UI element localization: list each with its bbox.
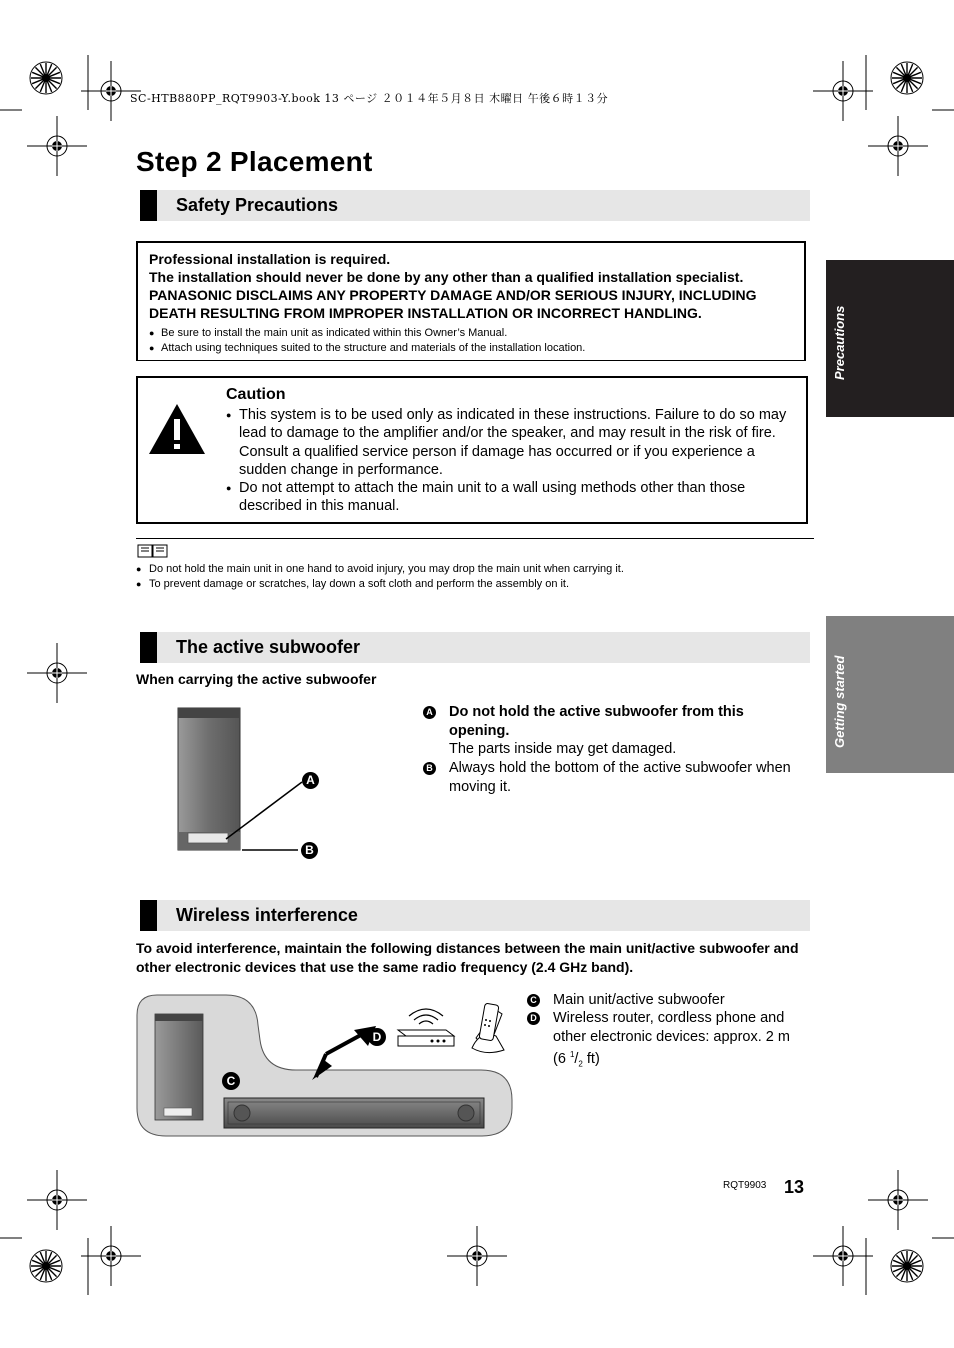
tab-precautions[interactable] xyxy=(826,260,954,417)
section-title-wireless: Wireless interference xyxy=(176,905,358,925)
callout-d-badge: D xyxy=(368,1028,386,1046)
label-a-badge: A xyxy=(423,706,436,719)
legend-d-distance: (6 xyxy=(553,1050,566,1067)
tab-getting-started[interactable] xyxy=(826,616,954,773)
page-number: 13 xyxy=(784,1177,805,1197)
fraction-denominator: 2 xyxy=(578,1059,583,1069)
document-code: RQT9903 xyxy=(723,1180,767,1191)
warning-line: The installation should never be done by any other than a qualified installation specialist. xyxy=(149,269,744,285)
section-header-safety xyxy=(140,190,810,221)
warning-line: PANASONIC DISCLAIMS ANY PROPERTY DAMAGE AND/OR SERIOUS INJURY, INCLUDING xyxy=(149,287,757,303)
installation-warning-box xyxy=(136,241,806,361)
notes-list xyxy=(136,562,624,591)
legend-d-text: Wireless router, cordless phone and other electronic devices: approx. 2 m xyxy=(553,1010,790,1045)
note-item: ● To prevent damage or scratches, lay down a soft cloth and perform the assembly on it. xyxy=(136,577,624,592)
tab-precautions-label: Precautions xyxy=(832,305,847,380)
warning-bullet: ● Attach using techniques suited to the structure and materials of the installation location. xyxy=(149,341,799,356)
callout-b-badge: B xyxy=(301,842,318,859)
page-title: Step 2 Placement xyxy=(136,146,373,177)
legend-c-badge: C xyxy=(527,994,540,1007)
wireless-legend: C Main unit/active subwoofer D Wireless router, cordless phone and other electronic devices: approx. 2 m (6 $^1/_2$ ft) xyxy=(527,991,817,1071)
instruction-b-text: Always hold the bottom of the active subwoofer when moving it. xyxy=(449,760,791,795)
section-title-safety: Safety Precautions xyxy=(176,195,339,215)
warning-bullets xyxy=(149,326,799,356)
warning-bullet: ● Be sure to install the main unit as indicated within this Owner’s Manual. xyxy=(149,326,799,341)
wireless-intro: To avoid interference, maintain the following distances between the main unit/active subwoofer and other electronic devices that use the same radio frequency (2.4 GHz band). xyxy=(136,940,799,975)
caution-item: ● This system is to be used only as indicated in these instructions. Failure to do so may lead to damage to the amplifier and/or the speaker, and may result in the risk of fire. Consult a qualified service person if damage has occurred or if you experience a sudden change in performance. xyxy=(226,406,796,479)
section-title-subwoofer: The active subwoofer xyxy=(176,637,361,657)
label-b-badge: B xyxy=(423,762,436,775)
wireless-distance-illustration xyxy=(136,990,516,1140)
instruction-a-bold: Do not hold the active subwoofer from this opening. xyxy=(449,704,744,739)
section-marker xyxy=(140,190,157,221)
note-divider xyxy=(136,538,814,539)
section-header-wireless xyxy=(140,900,810,931)
note-item: ● Do not hold the main unit in one hand to avoid injury, you may drop the main unit when carrying it. xyxy=(136,562,624,577)
book-note-icon xyxy=(137,544,169,558)
section-header-subwoofer xyxy=(140,632,810,663)
print-header: SC-HTB880PP_RQT9903-Y.book 13 ページ ２０１４年５月８日 木曜日 午後６時１３分 xyxy=(130,92,609,105)
instruction-a-text: The parts inside may get damaged. xyxy=(449,741,677,757)
caution-item: ● Do not attempt to attach the main unit to a wall using methods other than those described in this manual. xyxy=(226,479,796,516)
subwoofer-instructions xyxy=(423,703,813,813)
legend-d-unit: ft) xyxy=(586,1050,600,1067)
warning-triangle-icon xyxy=(147,402,207,456)
section-marker xyxy=(140,900,157,931)
section-marker xyxy=(140,632,157,663)
warning-line: DEATH RESULTING FROM IMPROPER INSTALLATION OR INCORRECT HANDLING. xyxy=(149,305,702,321)
subwoofer-subheading: When carrying the active subwoofer xyxy=(136,671,377,687)
caution-title: Caution xyxy=(226,386,286,403)
fraction-numerator: 1 xyxy=(569,1050,575,1059)
callout-a-badge: A xyxy=(302,772,319,789)
legend-c-text: Main unit/active subwoofer xyxy=(553,992,725,1008)
callout-c-badge: C xyxy=(222,1072,240,1090)
caution-list xyxy=(226,406,796,516)
caution-box xyxy=(136,376,808,524)
warning-line: Professional installation is required. xyxy=(149,251,391,267)
legend-d-badge: D xyxy=(527,1012,540,1025)
tab-getting-started-label: Getting started xyxy=(832,655,847,748)
